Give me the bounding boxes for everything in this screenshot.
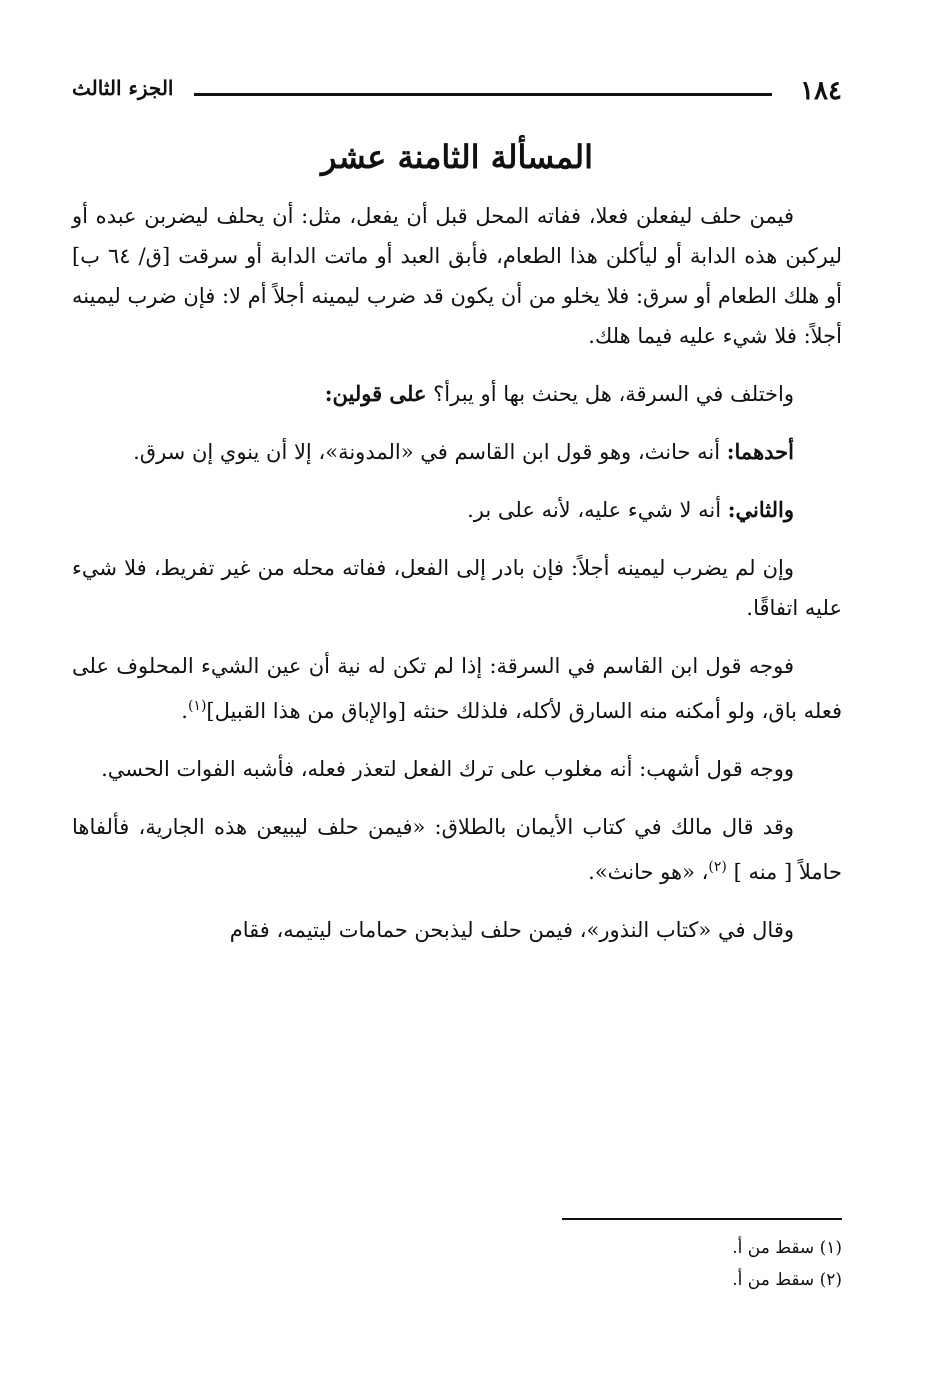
paragraph-3 <box>72 432 842 472</box>
paragraph-text: وقال في «كتاب النذور»، فيمن حلف ليذبحن حمامات ليتيمه، فقام <box>229 918 794 942</box>
paragraph-text: أنه لا شيء عليه، لأنه على بر. <box>467 498 722 522</box>
footnote-marker: (٢) <box>708 859 727 875</box>
paragraph-text-end: . <box>181 699 188 723</box>
paragraph-7 <box>72 749 842 789</box>
footnote-marker: (١) <box>187 698 207 714</box>
paragraph-5 <box>72 548 842 628</box>
paragraph-1 <box>72 196 842 356</box>
paragraph-text: وإن لم يضرب ليمينه أجلاً: فإن بادر إلى الفعل، ففاته محله من غير تفريط، فلا شيء عليه اتفاقًا. <box>72 556 842 620</box>
paragraph-bold-tail: على قولين: <box>324 381 427 406</box>
page-number: ١٨٤ <box>800 76 842 106</box>
paragraph-8 <box>72 807 842 892</box>
paragraph-6 <box>72 646 842 731</box>
running-title: الجزء الثالث <box>72 76 174 100</box>
section-title: المسألة الثامنة عشر <box>321 138 593 176</box>
page-header <box>72 70 842 120</box>
body-text <box>72 196 842 950</box>
footnote-2: (٢) سقط من أ. <box>732 1270 842 1290</box>
paragraph-text: وقد قال مالك في كتاب الأيمان بالطلاق: «فيمن حلف ليبيعن هذه الجارية، فألفاها حاملاً [ منه ] <box>72 815 842 884</box>
paragraph-lead: والثاني: <box>727 497 794 522</box>
book-page <box>72 70 842 1330</box>
footnote-rule <box>562 1218 842 1220</box>
footnote-1: (١) سقط من أ. <box>732 1238 842 1258</box>
paragraph-text-end: ، «هو حانث». <box>588 860 709 884</box>
paragraph-text: ووجه قول أشهب: أنه مغلوب على ترك الفعل لتعذر فعله، فأشبه الفوات الحسي. <box>101 757 794 781</box>
header-rule <box>194 93 772 96</box>
footnotes <box>72 1232 842 1296</box>
paragraph-text: فوجه قول ابن القاسم في السرقة: إذا لم تكن له نية أن عين الشيء المحلوف على فعله باق، ولو أمكنه منه السارق لأكله، فلذلك حنثه [والإباق من هذا القبيل] <box>72 654 842 723</box>
paragraph-text: أنه حانث، وهو قول ابن القاسم في «المدونة»، إلا أن ينوي إن سرق. <box>133 440 721 464</box>
paragraph-4 <box>72 490 842 530</box>
paragraph-9 <box>72 910 842 950</box>
paragraph-text: واختلف في السرقة، هل يحنث بها أو يبرأ؟ <box>433 382 794 406</box>
paragraph-lead: أحدهما: <box>726 439 794 464</box>
paragraph-2 <box>72 374 842 414</box>
paragraph-text: فيمن حلف ليفعلن فعلا، ففاته المحل قبل أن يفعل، مثل: أن يحلف ليضربن عبده أو ليركبن هذه الدابة أو ليأكلن هذا الطعام، فأبق العبد أو ماتت الدابة أو سرقت [ق/ ٦٤ ب] أو هلك الطعام أو سرق: فلا يخلو من أن يكون قد ضرب ليمينه أجلاً أم لا: فإن ضرب ليمينه أجلاً: فلا شيء عليه فيما هلك. <box>72 204 842 348</box>
